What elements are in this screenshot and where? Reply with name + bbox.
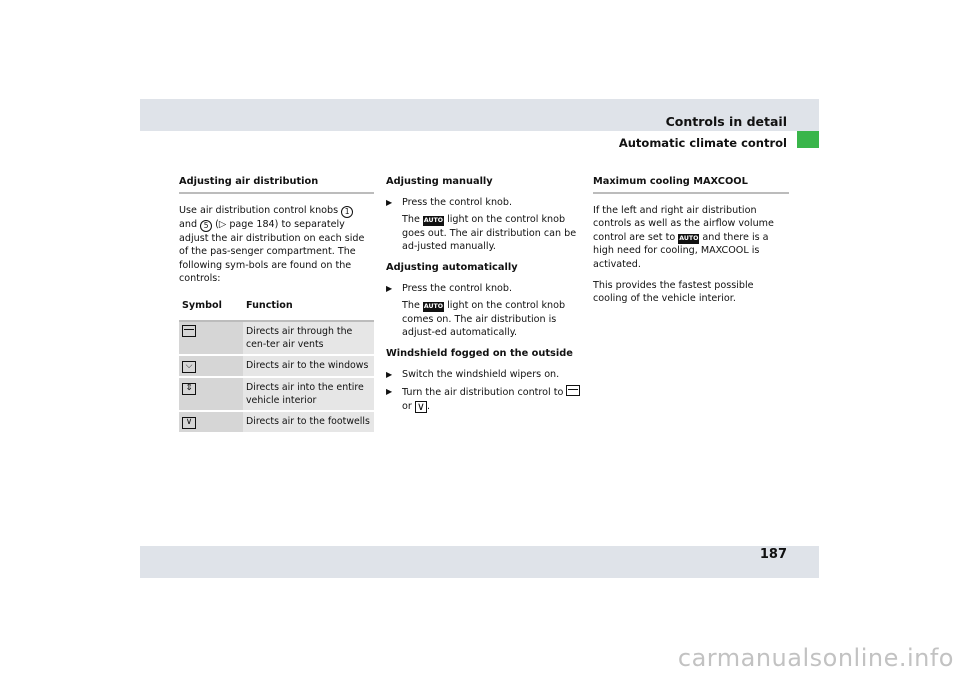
p1-text-a: If the left and right air distribution controls as well as the airflow volume control are set to [593, 204, 774, 243]
entire-interior-icon: ⇕ [182, 383, 196, 395]
step-arrow-icon: ▶ [386, 197, 393, 207]
table-row [179, 321, 374, 355]
result-text-a: The [402, 300, 423, 312]
column-air-distribution [179, 175, 374, 434]
intro-paragraph [179, 204, 374, 286]
step-text: Press the control knob. [402, 282, 513, 294]
section-tab-marker [797, 131, 819, 148]
step-text-a: Turn the air distribution control to [402, 387, 567, 399]
step-text: Switch the windshield wipers on. [402, 368, 560, 380]
result-text-a: The [402, 214, 423, 226]
instruction-step [386, 282, 582, 296]
heading-adjusting-automatically: Adjusting automatically [386, 261, 518, 273]
auto-icon: AUTO [423, 217, 444, 225]
watermark: carmanualsonline.info [677, 644, 954, 672]
page-number: 187 [759, 547, 787, 562]
function-cell: Directs air through the cen-ter air vents [243, 321, 374, 355]
column-maxcool [593, 175, 789, 313]
page-title: Controls in detail [665, 114, 787, 129]
function-cell: Directs air into the entire vehicle interior [243, 377, 374, 411]
intro-text-c: (▷ page 184) to separately adjust the air distribution on each side of the pas-senger compartment. The following sym-bols are found on the controls: [179, 218, 365, 285]
column-adjusting [386, 175, 582, 417]
table-row [179, 377, 374, 411]
footwells-icon: ∨ [416, 399, 425, 413]
auto-icon: AUTO [679, 234, 699, 242]
instruction-step [386, 385, 582, 413]
heading-adjusting-air-distribution: Adjusting air distribution [179, 175, 374, 194]
step-text: Press the control knob. [402, 196, 513, 208]
step-arrow-icon: ▶ [386, 283, 393, 293]
symbol-column-header: Symbol [179, 296, 243, 321]
result-text [386, 299, 582, 340]
center-vents-icon [182, 325, 196, 337]
symbol-table [179, 296, 374, 434]
heading-windshield-fogged: Windshield fogged on the outside [386, 347, 573, 359]
step-arrow-icon: ▶ [386, 369, 393, 379]
section-subtitle: Automatic climate control [618, 136, 787, 150]
knob-1-marker: 1 [341, 206, 353, 218]
result-text [386, 213, 582, 254]
center-vents-icon [566, 385, 580, 396]
windows-icon: ⌵ [182, 361, 196, 373]
knob-5-marker: 5 [200, 220, 212, 232]
step-arrow-icon: ▶ [386, 387, 393, 397]
table-row [179, 411, 374, 433]
instruction-step [386, 196, 582, 210]
result-text-b: light on the control knob goes out. The air distribution can be ad-justed manually. [402, 214, 577, 253]
intro-text-a: Use air distribution control knobs [179, 204, 342, 216]
intro-text-b: and [179, 218, 201, 230]
function-cell: Directs air to the footwells [243, 411, 374, 433]
step-text-c: . [426, 400, 430, 412]
heading-maxcool: Maximum cooling MAXCOOL [593, 175, 789, 194]
function-column-header: Function [243, 296, 374, 321]
table-row [179, 355, 374, 377]
maxcool-paragraph-2: This provides the fastest possible cooling of the vehicle interior. [593, 279, 754, 305]
result-text-b: light on the control knob comes on. The air distribution is adjust-ed automatically. [402, 300, 566, 339]
p1-text-b: and there is a high need for cooling, MAXCOOL is activated. [593, 231, 769, 270]
heading-adjusting-manually: Adjusting manually [386, 176, 493, 187]
step-text-b: or [402, 400, 415, 412]
function-cell: Directs air to the windows [243, 355, 374, 377]
footwells-icon: ∨ [182, 417, 196, 429]
auto-icon: AUTO [423, 303, 444, 311]
maxcool-paragraph-1 [593, 204, 789, 272]
footer-band [140, 546, 819, 578]
instruction-step [386, 368, 582, 382]
